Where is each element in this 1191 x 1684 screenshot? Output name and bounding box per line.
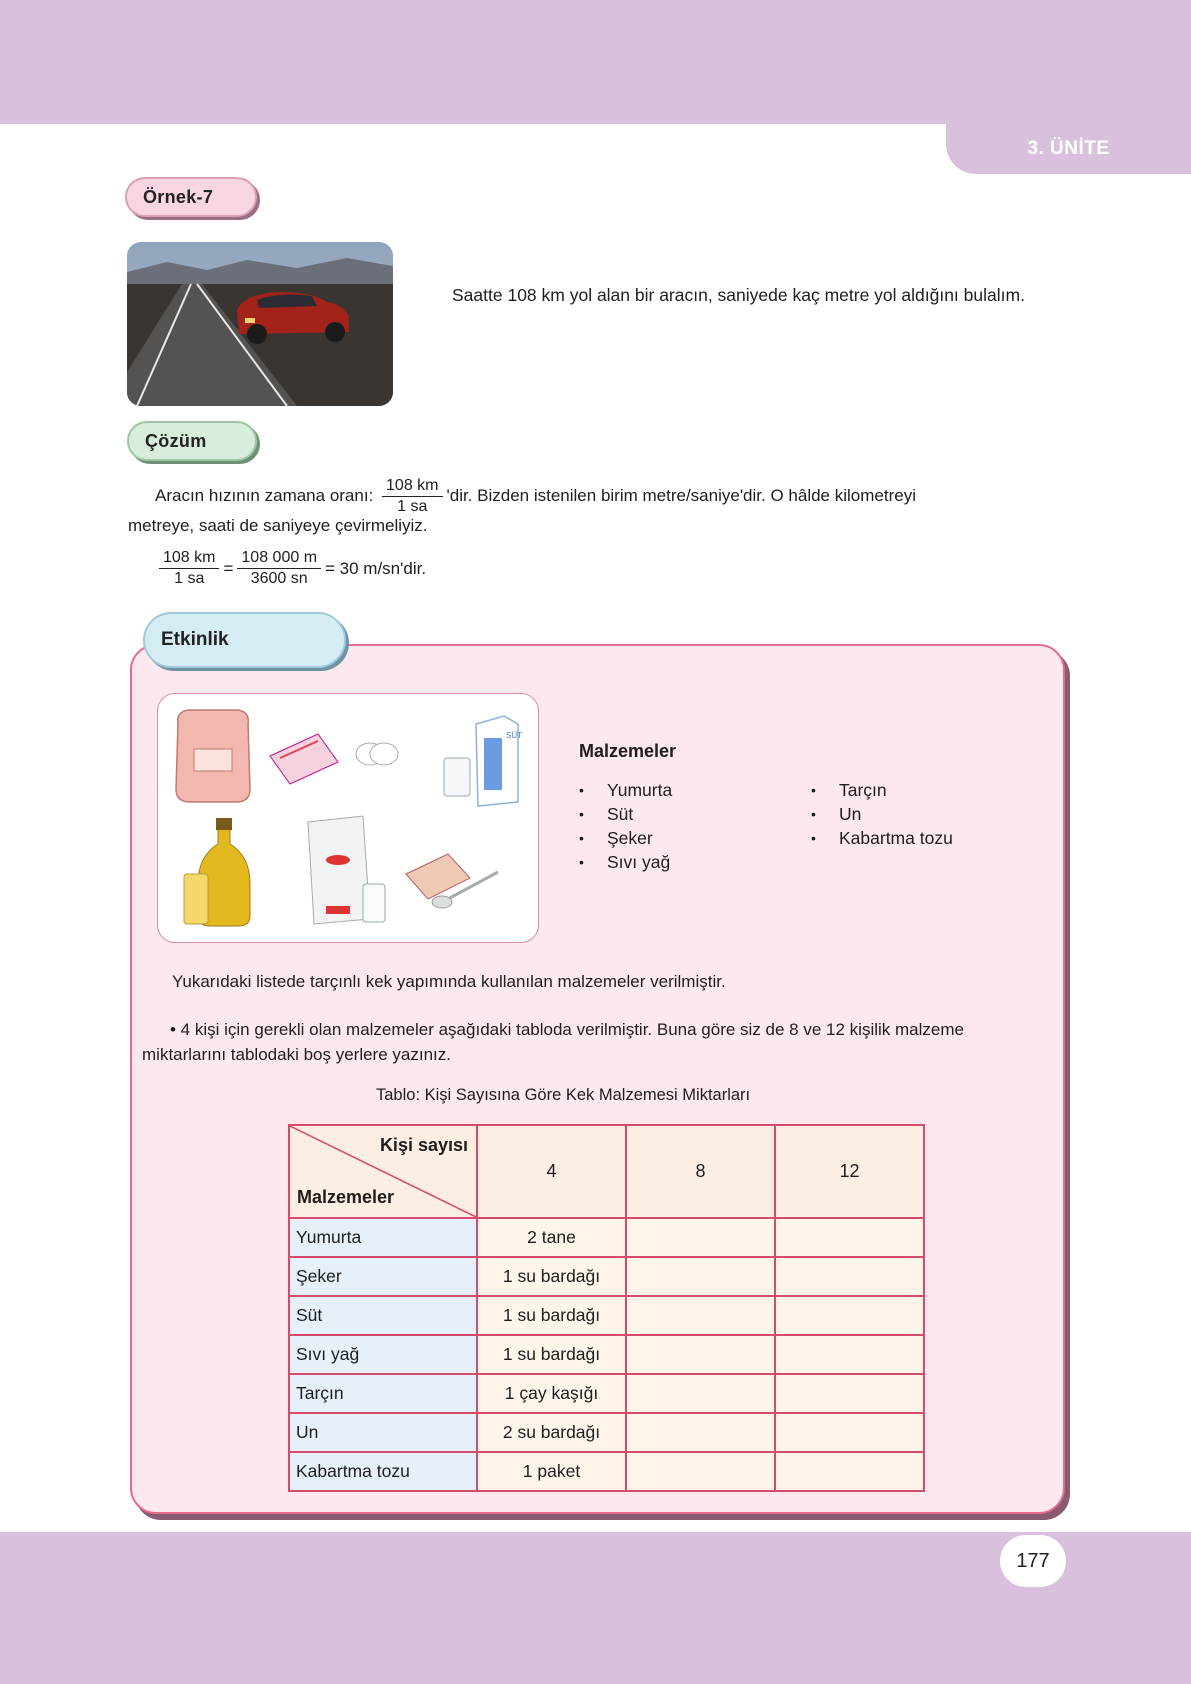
car-photo: [127, 242, 393, 406]
ratio-denominator: 1 sa: [397, 498, 428, 515]
ratio-numerator: 108 km: [382, 476, 442, 497]
table-row: [289, 1218, 924, 1257]
table-caption: Tablo: Kişi Sayısına Göre Kek Malzemesi Miktarları: [376, 1086, 751, 1104]
example-title: Örnek-7: [125, 177, 257, 217]
milk-carton-label: SÜT: [506, 731, 522, 740]
ingredients-list-2: [811, 778, 953, 850]
table-row: [289, 1374, 924, 1413]
example-text: Saatte 108 km yol alan bir aracın, saniyede kaç metre yol aldığını bulalım.: [452, 285, 1025, 305]
row-label: Şeker: [289, 1257, 477, 1296]
row-label: Un: [289, 1413, 477, 1452]
answer-cell[interactable]: [626, 1452, 775, 1491]
row-label: Tarçın: [289, 1374, 477, 1413]
row-label: Yumurta: [289, 1218, 477, 1257]
eq-fraction-2-numerator: 108 000 m: [237, 548, 321, 569]
solution-line-2: metreye, saati de saniyeye çevirmeliyiz.: [128, 516, 428, 535]
baking-powder-icon: [406, 854, 498, 908]
flour-bag-icon: [308, 816, 385, 924]
row-amount: 1 çay kaşığı: [477, 1374, 626, 1413]
solution-line-1: [155, 476, 916, 517]
eq-fraction-1-numerator: 108 km: [159, 548, 219, 569]
row-amount: 2 su bardağı: [477, 1413, 626, 1452]
solution-equation: [155, 548, 426, 589]
activity-paragraph-1: Yukarıdaki listede tarçınlı kek yapımında kullanılan malzemeler verilmiştir.: [172, 972, 726, 991]
activity-paragraph-2: • 4 kişi için gerekli olan malzemeler aşağıdaki tabloda verilmiştir. Buna göre siz de 8 ve 12 kişilik malzeme miktarlarını tablodaki boş yerlere yazınız.: [142, 1020, 964, 1064]
eq-result: = 30 m/sn'dir.: [325, 558, 427, 578]
list-item: • Tarçın: [811, 778, 953, 802]
list-item: • Şeker: [579, 826, 672, 850]
eq-fraction-2: [237, 548, 321, 589]
answer-cell[interactable]: [775, 1218, 924, 1257]
column-header: 8: [626, 1125, 775, 1218]
milk-carton-icon: [444, 716, 522, 806]
sugar-sack-icon: [176, 710, 250, 802]
page-number: 177: [1000, 1535, 1066, 1587]
row-amount: 1 su bardağı: [477, 1296, 626, 1335]
answer-cell[interactable]: [775, 1413, 924, 1452]
row-label: Sıvı yağ: [289, 1335, 477, 1374]
list-item: • Süt: [579, 802, 672, 826]
answer-cell[interactable]: [626, 1296, 775, 1335]
activity-title: Etkinlik: [143, 612, 346, 668]
row-amount: 1 paket: [477, 1452, 626, 1491]
row-amount: 1 su bardağı: [477, 1257, 626, 1296]
list-item: • Un: [811, 802, 953, 826]
eq-fraction-2-denominator: 3600 sn: [250, 570, 308, 587]
solution-title: Çözüm: [127, 421, 257, 461]
solution-prefix: Aracın hızının zamana oranı:: [155, 485, 374, 505]
answer-cell[interactable]: [775, 1257, 924, 1296]
table-header-row: [289, 1125, 924, 1218]
corner-top-label: Kişi sayısı: [379, 1135, 468, 1155]
answer-cell[interactable]: [775, 1374, 924, 1413]
oil-bottle-icon: [184, 818, 250, 926]
row-amount: 2 tane: [477, 1218, 626, 1257]
answer-cell[interactable]: [626, 1257, 775, 1296]
row-label: Kabartma tozu: [289, 1452, 477, 1491]
table-row: [289, 1452, 924, 1491]
column-header: 4: [477, 1125, 626, 1218]
ratio-fraction: [382, 476, 442, 517]
ingredient-illustration: [157, 693, 539, 943]
answer-cell[interactable]: [626, 1335, 775, 1374]
eq-fraction-1-denominator: 1 sa: [174, 570, 205, 587]
table-corner-cell: [289, 1125, 477, 1218]
eq-fraction-1: [159, 548, 219, 589]
table-row: [289, 1257, 924, 1296]
list-item: • Yumurta: [579, 778, 672, 802]
row-label: Süt: [289, 1296, 477, 1335]
table-row: [289, 1296, 924, 1335]
solution-suffix: 'dir. Bizden istenilen birim metre/saniye'dir. O hâlde kilometreyi: [446, 485, 916, 505]
ingredients-list-1: [579, 778, 672, 874]
answer-cell[interactable]: [626, 1218, 775, 1257]
cinnamon-packet-icon: [270, 734, 338, 784]
eq-sign: =: [223, 558, 234, 578]
list-item: • Sıvı yağ: [579, 850, 672, 874]
unit-tab: 3. ÜNİTE: [946, 124, 1191, 174]
top-band: [0, 0, 1191, 124]
row-amount: 1 su bardağı: [477, 1335, 626, 1374]
answer-cell[interactable]: [775, 1452, 924, 1491]
table-row: [289, 1413, 924, 1452]
eggs-icon: [356, 743, 398, 765]
corner-bottom-label: Malzemeler: [297, 1187, 395, 1207]
answer-cell[interactable]: [626, 1374, 775, 1413]
ingredient-table: [288, 1124, 925, 1492]
table-row: [289, 1335, 924, 1374]
ingredients-title: Malzemeler: [579, 741, 677, 761]
answer-cell[interactable]: [626, 1413, 775, 1452]
answer-cell[interactable]: [775, 1296, 924, 1335]
answer-cell[interactable]: [775, 1335, 924, 1374]
list-item: • Kabartma tozu: [811, 826, 953, 850]
column-header: 12: [775, 1125, 924, 1218]
